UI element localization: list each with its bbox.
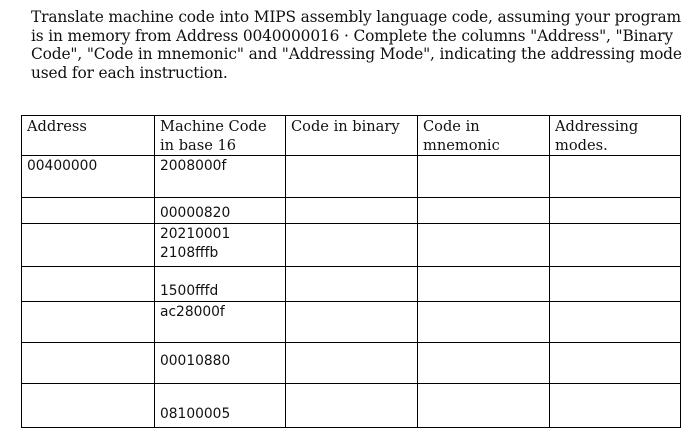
mnemonic-answer-cell[interactable] [418,302,550,343]
address-cell: 00400000 [22,156,155,198]
machine-code-cell: 00010880 [155,343,286,384]
addressing-mode-answer-cell[interactable] [550,384,681,428]
binary-answer-cell[interactable] [286,224,418,267]
table-header-row [22,116,681,156]
header-binary-code: Code in binary [286,116,418,156]
mnemonic-answer-cell[interactable] [418,156,550,198]
table-row [22,302,681,343]
binary-answer-cell[interactable] [286,156,418,198]
mnemonic-answer-cell[interactable] [418,267,550,302]
machine-code-cell: ac28000f [155,302,286,343]
addressing-mode-answer-cell[interactable] [550,267,681,302]
address-cell [22,302,155,343]
address-cell [22,384,155,428]
address-cell [22,267,155,302]
binary-answer-cell[interactable] [286,302,418,343]
machine-code-cell: 20210001 2108fffb [155,224,286,267]
table-row [22,267,681,302]
addressing-mode-answer-cell[interactable] [550,156,681,198]
table-row [22,156,681,198]
address-cell [22,198,155,224]
machine-code-cell: 08100005 [155,384,286,428]
binary-answer-cell[interactable] [286,198,418,224]
address-cell [22,343,155,384]
machine-code-cell: 00000820 [155,198,286,224]
binary-answer-cell[interactable] [286,267,418,302]
mnemonic-answer-cell[interactable] [418,224,550,267]
addressing-mode-answer-cell[interactable] [550,224,681,267]
table-row [22,343,681,384]
mnemonic-answer-cell[interactable] [418,198,550,224]
machine-code-cell: 2008000f [155,156,286,198]
question-prompt: Translate machine code into MIPS assembly language code, assuming your program is in memory from Address 0040000016 · Complete the columns "Address", "Binary Code", "Code in mnemonic" and "Addressing Mode", indicating the addressing mode used for each instruction. [31,8,682,82]
mnemonic-answer-cell[interactable] [418,343,550,384]
mnemonic-answer-cell[interactable] [418,384,550,428]
header-mnemonic: Code in mnemonic [418,116,550,156]
table-row [22,224,681,267]
header-machine-code: Machine Code in base 16 [155,116,286,156]
machine-code-cell: 1500fffd [155,267,286,302]
binary-answer-cell[interactable] [286,384,418,428]
instruction-table [21,115,681,428]
address-cell [22,224,155,267]
addressing-mode-answer-cell[interactable] [550,302,681,343]
binary-answer-cell[interactable] [286,343,418,384]
table-row [22,384,681,428]
addressing-mode-answer-cell[interactable] [550,343,681,384]
addressing-mode-answer-cell[interactable] [550,198,681,224]
table-row [22,198,681,224]
header-address: Address [22,116,155,156]
header-addressing-mode: Addressing modes. [550,116,681,156]
